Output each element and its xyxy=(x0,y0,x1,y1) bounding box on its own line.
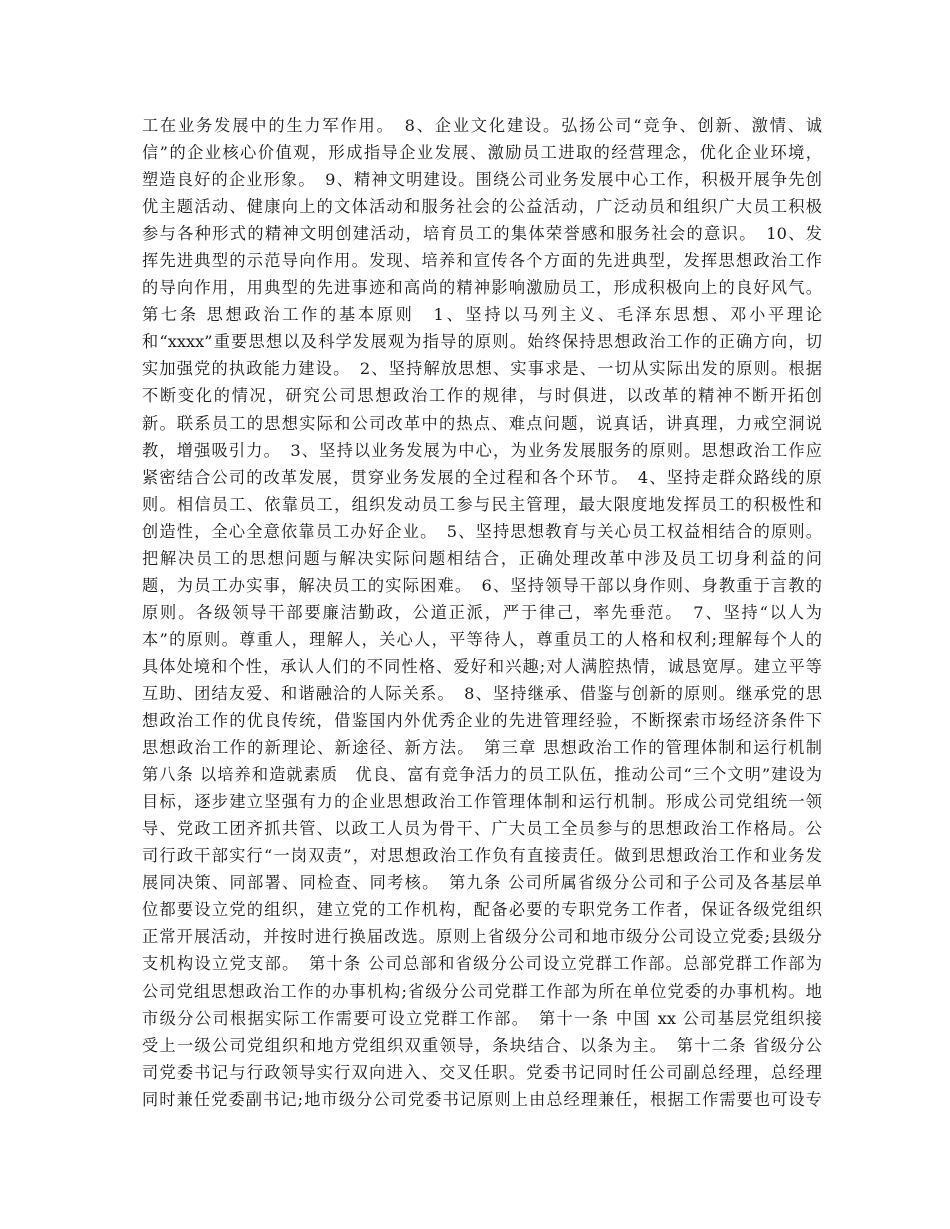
text-line: 优主题活动、健康向上的文体活动和服务社会的公益活动，广泛动员和组织广大员工积极 xyxy=(142,197,822,217)
text-line: 原则。各级领导干部要廉洁勤政，公道正派，严于律己，率先垂范。 7、坚持“以人为 xyxy=(142,602,822,622)
text-line: 受上一级公司党组织和地方党组织双重领导，条块结合、以条为主。 第十二条 省级分公 xyxy=(142,1035,822,1055)
text-line: 支机构设立党支部。 第十条 公司总部和省级分公司设立党群工作部。总部党群工作部为 xyxy=(142,954,822,974)
text-line: 和“xxxx”重要思想以及科学发展观为指导的原则。始终保持思想政治工作的正确方向，切 xyxy=(142,332,822,352)
text-line: 公司党组思想政治工作的办事机构;省级分公司党群工作部为所在单位党委的办事机构。地 xyxy=(142,981,822,1001)
text-line: 参与各种形式的精神文明创建活动，培育员工的集体荣誉感和服务社会的意识。 10、发 xyxy=(142,224,822,244)
text-line: 司行政干部实行“一岗双责”，对思想政治工作负有直接责任。做到思想政治工作和业务发 xyxy=(142,846,822,866)
text-line: 具体处境和个性，承认人们的不同性格、爱好和兴趣;对人满腔热情，诚恳宽厚。建立平等 xyxy=(142,656,822,676)
text-line: 正常开展活动，并按时进行换届改选。原则上省级分公司和地市级分公司设立党委;县级分 xyxy=(142,927,822,947)
body-text xyxy=(142,112,822,1113)
text-line: 不断变化的情况，研究公司思想政治工作的规律，与时俱进，以改革的精神不断开拓创 xyxy=(142,386,822,406)
text-line: 司党委书记与行政领导实行双向进入、交叉任职。党委书记同时任公司副总经理，总经理 xyxy=(142,1062,822,1082)
text-line: 则。相信员工、依靠员工，组织发动员工参与民主管理，最大限度地发挥员工的积极性和 xyxy=(142,494,822,514)
text-line: 题，为员工办实事，解决员工的实际困难。 6、坚持领导干部以身作则、身教重于言教的 xyxy=(142,575,822,595)
text-line: 的导向作用，用典型的先进事迹和高尚的精神影响激励员工，形成积极向上的良好风气。 xyxy=(142,278,822,298)
text-line: 目标，逐步建立坚强有力的企业思想政治工作管理体制和运行机制。形成公司党组统一领 xyxy=(142,792,822,812)
text-line: 展同决策、同部署、同检查、同考核。 第九条 公司所属省级分公司和子公司及各基层单 xyxy=(142,873,822,893)
text-line: 教，增强吸引力。 3、坚持以业务发展为中心，为业务发展服务的原则。思想政治工作应 xyxy=(142,440,822,460)
text-line: 创造性，全心全意依靠员工办好企业。 5、坚持思想教育与关心员工权益相结合的原则。 xyxy=(142,521,822,541)
text-line: 第七条 思想政治工作的基本原则 1、坚持以马列主义、毛泽东思想、邓小平理论 xyxy=(142,305,822,325)
text-line: 导、党政工团齐抓共管、以政工人员为骨干、广大员工全员参与的思想政治工作格局。公 xyxy=(142,819,822,839)
text-line: 第八条 以培养和造就素质 优良、富有竞争活力的员工队伍，推动公司“三个文明”建设为 xyxy=(142,765,822,785)
text-line: 市级分公司根据实际工作需要可设立党群工作部。 第十一条 中国 xx 公司基层党组织接 xyxy=(142,1008,822,1028)
text-line: 同时兼任党委副书记;地市级分公司党委书记原则上由总经理兼任，根据工作需要也可设专 xyxy=(142,1089,822,1109)
text-line: 位都要设立党的组织，建立党的工作机构，配备必要的专职党务工作者，保证各级党组织 xyxy=(142,900,822,920)
text-line: 工在业务发展中的生力军作用。 8、企业文化建设。弘扬公司“竞争、创新、激情、诚 xyxy=(142,116,822,135)
text-line: 塑造良好的企业形象。 9、精神文明建设。围绕公司业务发展中心工作，积极开展争先创 xyxy=(142,170,822,190)
text-line: 新。联系员工的思想实际和公司改革中的热点、难点问题，说真话，讲真理，力戒空洞说 xyxy=(142,413,822,433)
text-line: 紧密结合公司的改革发展，贯穿业务发展的全过程和各个环节。 4、坚持走群众路线的原 xyxy=(142,467,822,487)
text-line: 信”的企业核心价值观，形成指导企业发展、激励员工进取的经营理念，优化企业环境， xyxy=(142,143,822,163)
text-line: 想政治工作的优良传统，借鉴国内外优秀企业的先进管理经验，不断探索市场经济条件下 xyxy=(142,711,822,731)
text-line: 把解决员工的思想问题与解决实际问题相结合，正确处理改革中涉及员工切身利益的问 xyxy=(142,548,822,568)
text-line: 本”的原则。尊重人，理解人，关心人，平等待人，尊重员工的人格和权利;理解每个人的 xyxy=(142,629,822,649)
text-line: 思想政治工作的新理论、新途径、新方法。 第三章 思想政治工作的管理体制和运行机制 xyxy=(142,738,822,758)
text-line: 互助、团结友爱、和谐融洽的人际关系。 8、坚持继承、借鉴与创新的原则。继承党的思 xyxy=(142,683,822,703)
text-line: 实加强党的执政能力建设。 2、坚持解放思想、实事求是、一切从实际出发的原则。根据 xyxy=(142,359,822,379)
text-line: 挥先进典型的示范导向作用。发现、培养和宣传各个方面的先进典型，发挥思想政治工作 xyxy=(142,251,822,271)
